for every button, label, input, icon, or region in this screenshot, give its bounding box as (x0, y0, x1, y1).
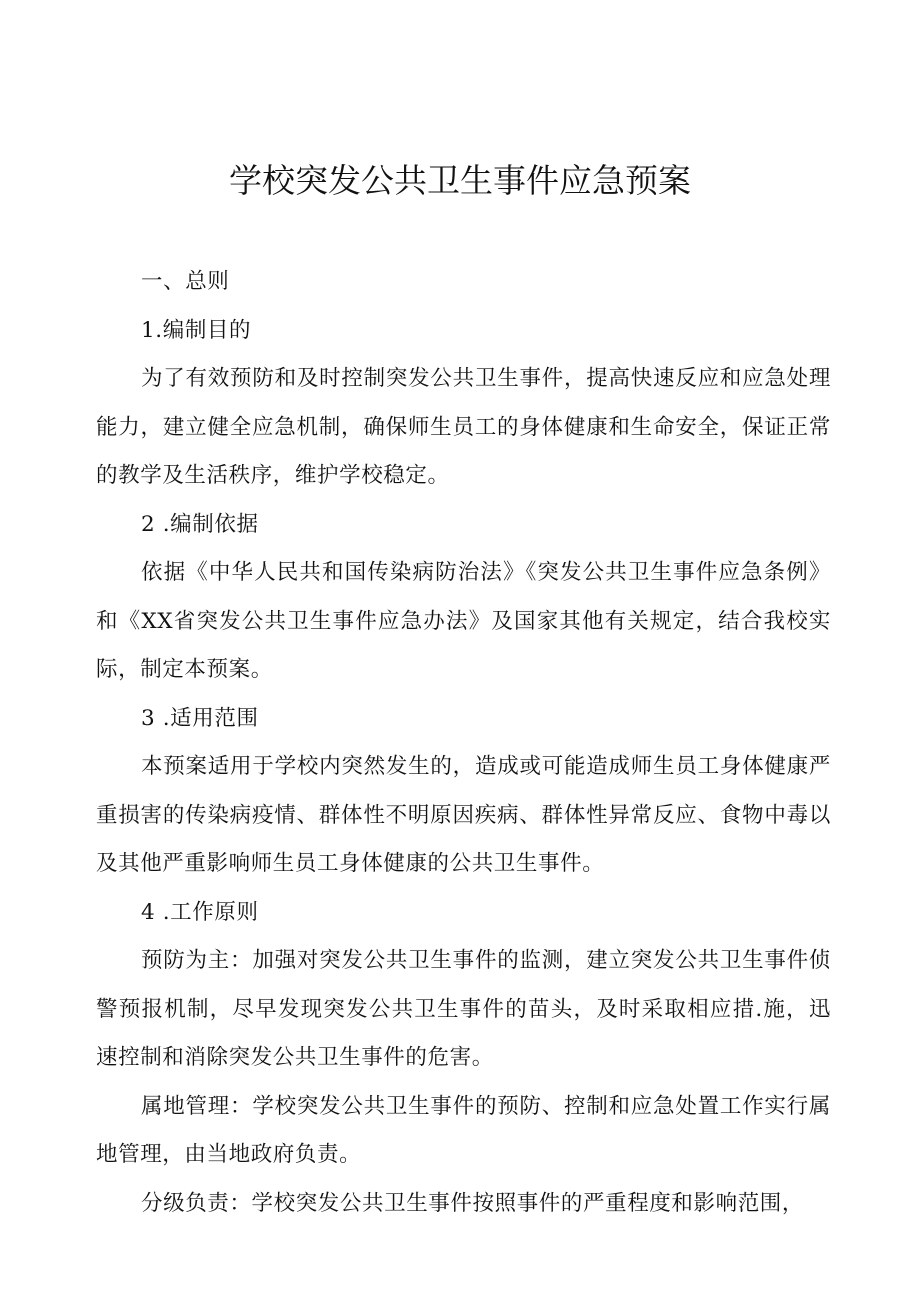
subheading-basis: 2 .编制依据 (141, 511, 259, 537)
paragraph-territorial: 属地管理：学校突发公共卫生事件的预防、控制和应急处置工作实行属地管理，由当地政府负责。 (96, 1093, 831, 1167)
subheading-purpose: 1.编制目的 (141, 317, 252, 343)
paragraph-scope: 本预案适用于学校内突然发生的，造成或可能造成师生员工身体健康严重损害的传染病疫情、群体性不明原因疾病、群体性异常反应、食物中毒以及其他严重影响师生员工身体健康的公共卫生事件。 (96, 754, 831, 876)
paragraph-graded: 分级负责：学校突发公共卫生事件按照事件的严重程度和影响范围， (141, 1190, 805, 1216)
subheading-principles: 4 .工作原则 (141, 899, 259, 925)
paragraph-purpose: 为了有效预防和及时控制突发公共卫生事件，提高快速反应和应急处理能力，建立健全应急机制，确保师生员工的身体健康和生命安全，保证正常的教学及生活秩序，维护学校稳定。 (96, 366, 831, 488)
subheading-scope: 3 .适用范围 (141, 705, 259, 731)
paragraph-prevention: 预防为主：加强对突发公共卫生事件的监测，建立突发公共卫生事件侦警预报机制，尽早发现突发公共卫生事件的苗头，及时采取相应措.施，迅速控制和消除突发公共卫生事件的危害。 (96, 948, 831, 1070)
document-body (96, 258, 831, 1228)
paragraph-basis: 依据《中华人民共和国传染病防治法》《突发公共卫生事件应急条例》和《XX省突发公共卫生事件应急办法》及国家其他有关规定，结合我校实际，制定本预案。 (96, 560, 831, 682)
document-title: 学校突发公共卫生事件应急预案 (229, 161, 691, 200)
section-heading-general: 一、总则 (141, 269, 230, 294)
